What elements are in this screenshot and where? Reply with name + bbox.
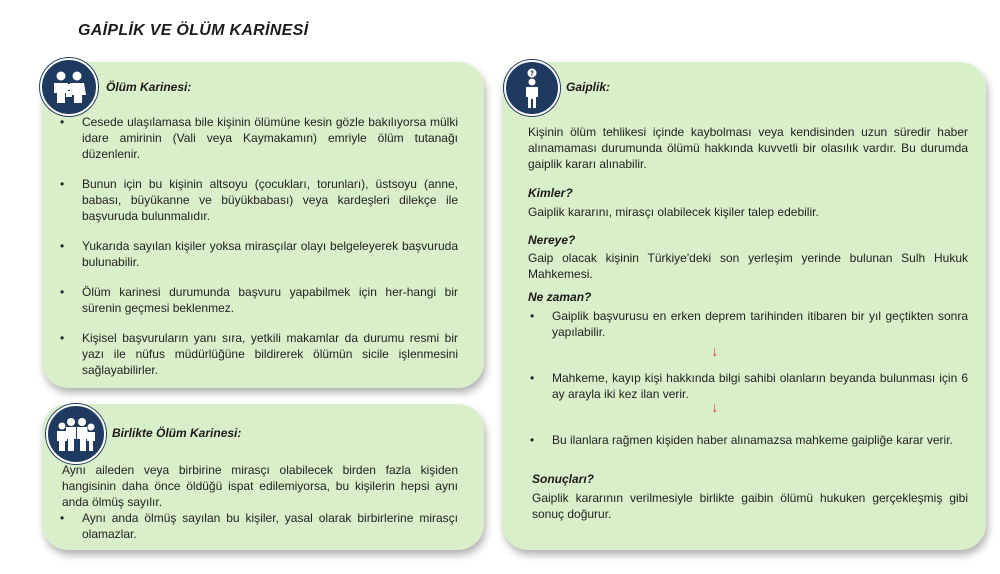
list-item: • Yukarıda sayılan kişiler yoksa mirasçılar olayı belgeleyerek başvuruda bulunabilir. [58, 238, 458, 270]
svg-text:?: ? [529, 69, 535, 78]
family-icon [40, 58, 98, 116]
list-item: • Aynı anda ölmüş sayılan bu kişiler, yasal olarak birbirlerine mirasçı olamazlar. [58, 510, 458, 542]
list-item: • Cesede ulaşılamasa bile kişinin ölümüne kesin gözle bakılıyorsa mülki idare amirinin (Vali veya Kaymakamın) emriyle ölüm tutanağı düzenlenir. [58, 114, 458, 162]
list-item: • Bunun için bu kişinin altsoyu (çocukları, torunları), üstsoyu (anne, babası, büyükanne ve büyükbabası) veya kardeşleri dilekçe ile başvuruda bulunmalıdır. [58, 176, 458, 224]
olum-karinesi-heading: Ölüm Karinesi: [106, 80, 192, 94]
ne-zaman-heading: Ne zaman? [528, 290, 592, 304]
page-title: GAİPLİK VE ÖLÜM KARİNESİ [78, 22, 309, 39]
gaiplik-intro: Kişinin ölüm tehlikesi içinde kaybolması veya kendisinden uzun süredir haber alınamaması durumunda ölümü hakkında kuvvetli bir olasılık vardır. Bu durumda gaiplik kararı alınabilir. [528, 125, 968, 171]
sonuclari-heading: Sonuçları? [532, 472, 595, 486]
list-item: • Ölüm karinesi durumunda başvuru yapabilmek için her-hangi bir sürenin geçmesi beklenmez. [58, 284, 458, 316]
list-item: • Bu ilanlara rağmen kişiden haber alınamazsa mahkeme gaipliğe karar verir. [528, 432, 968, 448]
ne-zaman-steps [528, 308, 968, 448]
large-family-icon [46, 404, 106, 464]
nereye-text: Gaip olacak kişinin Türkiye'deki son yerleşim yerinde bulunan Sulh Hukuk Mahkemesi. [528, 251, 968, 281]
gaiplik-heading: Gaiplik: [566, 80, 611, 94]
down-arrow-icon: ↓ [711, 343, 719, 360]
birlikte-olum-list [58, 510, 458, 542]
sonuclari-text: Gaiplik kararının verilmesiyle birlikte gaibin ölümü hukuken gerçekleşmiş gibi sonuç doğurur. [532, 491, 968, 521]
nereye-heading: Nereye? [528, 233, 576, 247]
birlikte-olum-heading: Birlikte Ölüm Karinesi: [112, 426, 242, 440]
birlikte-olum-paragraph: Aynı aileden veya birbirine mirasçı olabilecek birden fazla kişiden hangisinin daha önce öldüğü ispat edilemiyorsa, bu kişilerin hepsi aynı anda ölmüş sayılır. [62, 463, 458, 509]
list-item: • Mahkeme, kayıp kişi hakkında bilgi sahibi olanların beyanda bulunması için 6 ay arayla iki kez ilan verir. [528, 370, 968, 402]
kimler-text: Gaiplik kararını, mirasçı olabilecek kişiler talep edebilir. [528, 205, 819, 219]
kimler-heading: Kimler? [528, 186, 573, 200]
down-arrow-icon: ↓ [711, 399, 719, 416]
list-item: • Gaiplik başvurusu en erken deprem tarihinden itibaren bir yıl geçtikten sonra yapılabilir. [528, 308, 968, 340]
missing-person-icon [504, 60, 560, 116]
olum-karinesi-list [58, 114, 458, 378]
list-item: • Kişisel başvuruların yanı sıra, yetkili makamlar da durumu resmi bir yazı ile nüfus müdürlüğüne bildirerek ölümün sicile işlenmesini sağlayabilirler. [58, 330, 458, 378]
